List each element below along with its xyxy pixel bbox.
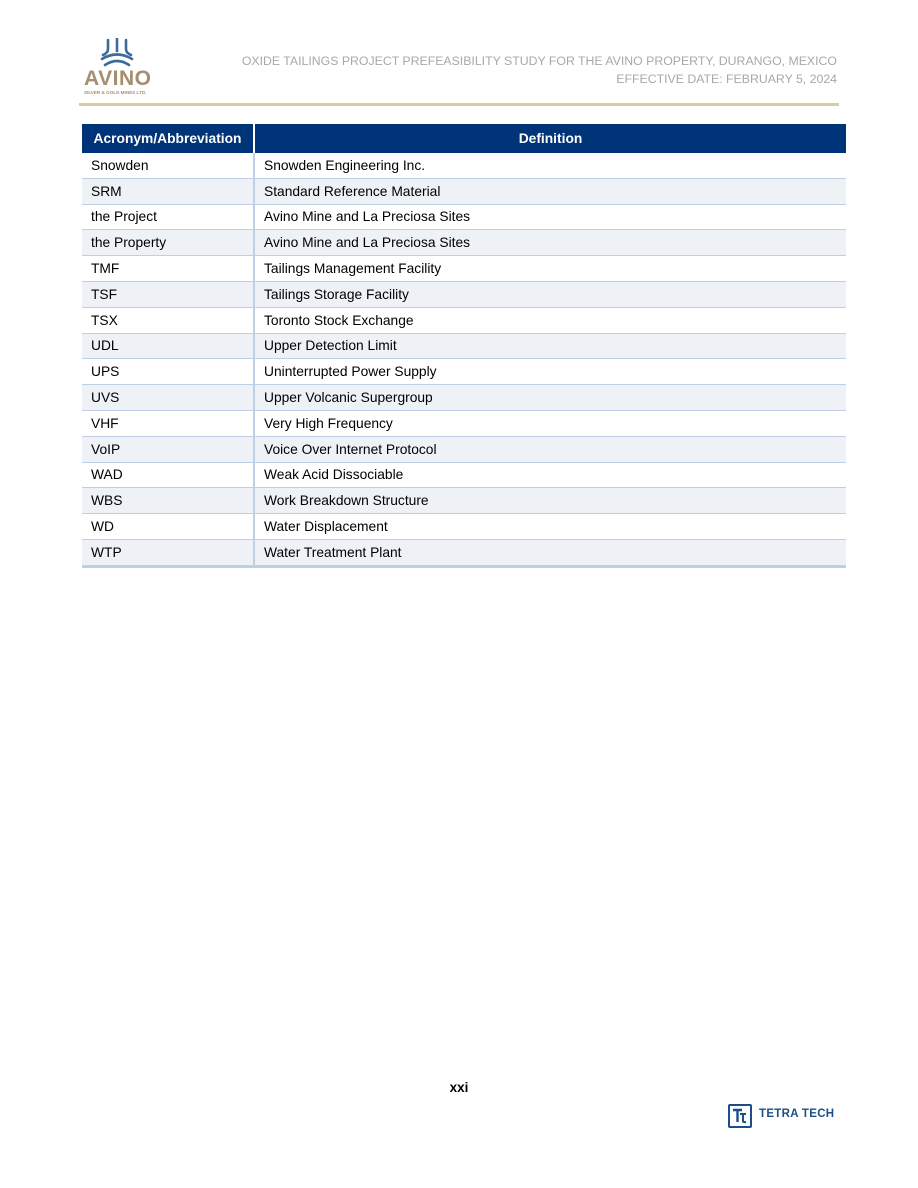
table-row (82, 307, 846, 333)
tetra-tech-wordmark: TETRA TECH (759, 1108, 835, 1120)
definition-cell: Water Treatment Plant (254, 539, 846, 566)
study-title: OXIDE TAILINGS PROJECT PREFEASIBILITY STUDY FOR THE AVINO PROPERTY, DURANGO, MEXICO (241, 54, 837, 68)
acronym-cell: Snowden (82, 153, 254, 178)
table-row (82, 153, 846, 178)
acronym-cell: SRM (82, 178, 254, 204)
table-row (82, 333, 846, 359)
definition-cell: Tailings Storage Facility (254, 281, 846, 307)
avino-logo (84, 38, 154, 98)
table-row (82, 281, 846, 307)
acronym-cell: TMF (82, 256, 254, 282)
avino-wordmark: AVINO (84, 67, 152, 90)
definition-cell: Avino Mine and La Preciosa Sites (254, 230, 846, 256)
acronym-cell: TSF (82, 281, 254, 307)
table-row (82, 256, 846, 282)
definition-cell: Avino Mine and La Preciosa Sites (254, 204, 846, 230)
tetra-tech-logo (728, 1104, 838, 1132)
table-row (82, 436, 846, 462)
acronym-cell: WTP (82, 539, 254, 566)
table-row (82, 410, 846, 436)
table-row (82, 514, 846, 540)
acronym-cell: TSX (82, 307, 254, 333)
column-header-definition: Definition (254, 124, 846, 153)
definition-cell: Upper Volcanic Supergroup (254, 385, 846, 411)
definition-cell: Tailings Management Facility (254, 256, 846, 282)
page-number: xxi (449, 1080, 469, 1095)
acronym-cell: UPS (82, 359, 254, 385)
table-row (82, 359, 846, 385)
table-row (82, 385, 846, 411)
table-row (82, 539, 846, 566)
table-header-row (82, 124, 846, 153)
acronym-cell: WBS (82, 488, 254, 514)
definition-cell: Toronto Stock Exchange (254, 307, 846, 333)
tetra-tech-mark-icon (728, 1104, 752, 1128)
acronym-cell: UVS (82, 385, 254, 411)
table-row (82, 178, 846, 204)
acronym-table (82, 124, 846, 568)
acronym-cell: VoIP (82, 436, 254, 462)
table-row (82, 488, 846, 514)
table-row (82, 204, 846, 230)
table-row (82, 230, 846, 256)
definition-cell: Voice Over Internet Protocol (254, 436, 846, 462)
effective-date: EFFECTIVE DATE: FEBRUARY 5, 2024 (616, 72, 837, 86)
table-row (82, 462, 846, 488)
definition-cell: Uninterrupted Power Supply (254, 359, 846, 385)
definition-cell: Very High Frequency (254, 410, 846, 436)
avino-tagline: SILVER & GOLD MINES LTD. (84, 90, 147, 95)
acronym-cell: VHF (82, 410, 254, 436)
acronym-cell: the Project (82, 204, 254, 230)
definition-cell: Standard Reference Material (254, 178, 846, 204)
avino-emblem-icon (97, 38, 137, 70)
definition-cell: Snowden Engineering Inc. (254, 153, 846, 178)
acronym-cell: UDL (82, 333, 254, 359)
header-divider (79, 103, 839, 106)
definition-cell: Work Breakdown Structure (254, 488, 846, 514)
definition-cell: Upper Detection Limit (254, 333, 846, 359)
acronym-cell: WAD (82, 462, 254, 488)
column-header-acronym: Acronym/Abbreviation (82, 124, 254, 153)
definition-cell: Water Displacement (254, 514, 846, 540)
document-header (242, 52, 837, 88)
definition-cell: Weak Acid Dissociable (254, 462, 846, 488)
acronym-cell: the Property (82, 230, 254, 256)
acronym-cell: WD (82, 514, 254, 540)
